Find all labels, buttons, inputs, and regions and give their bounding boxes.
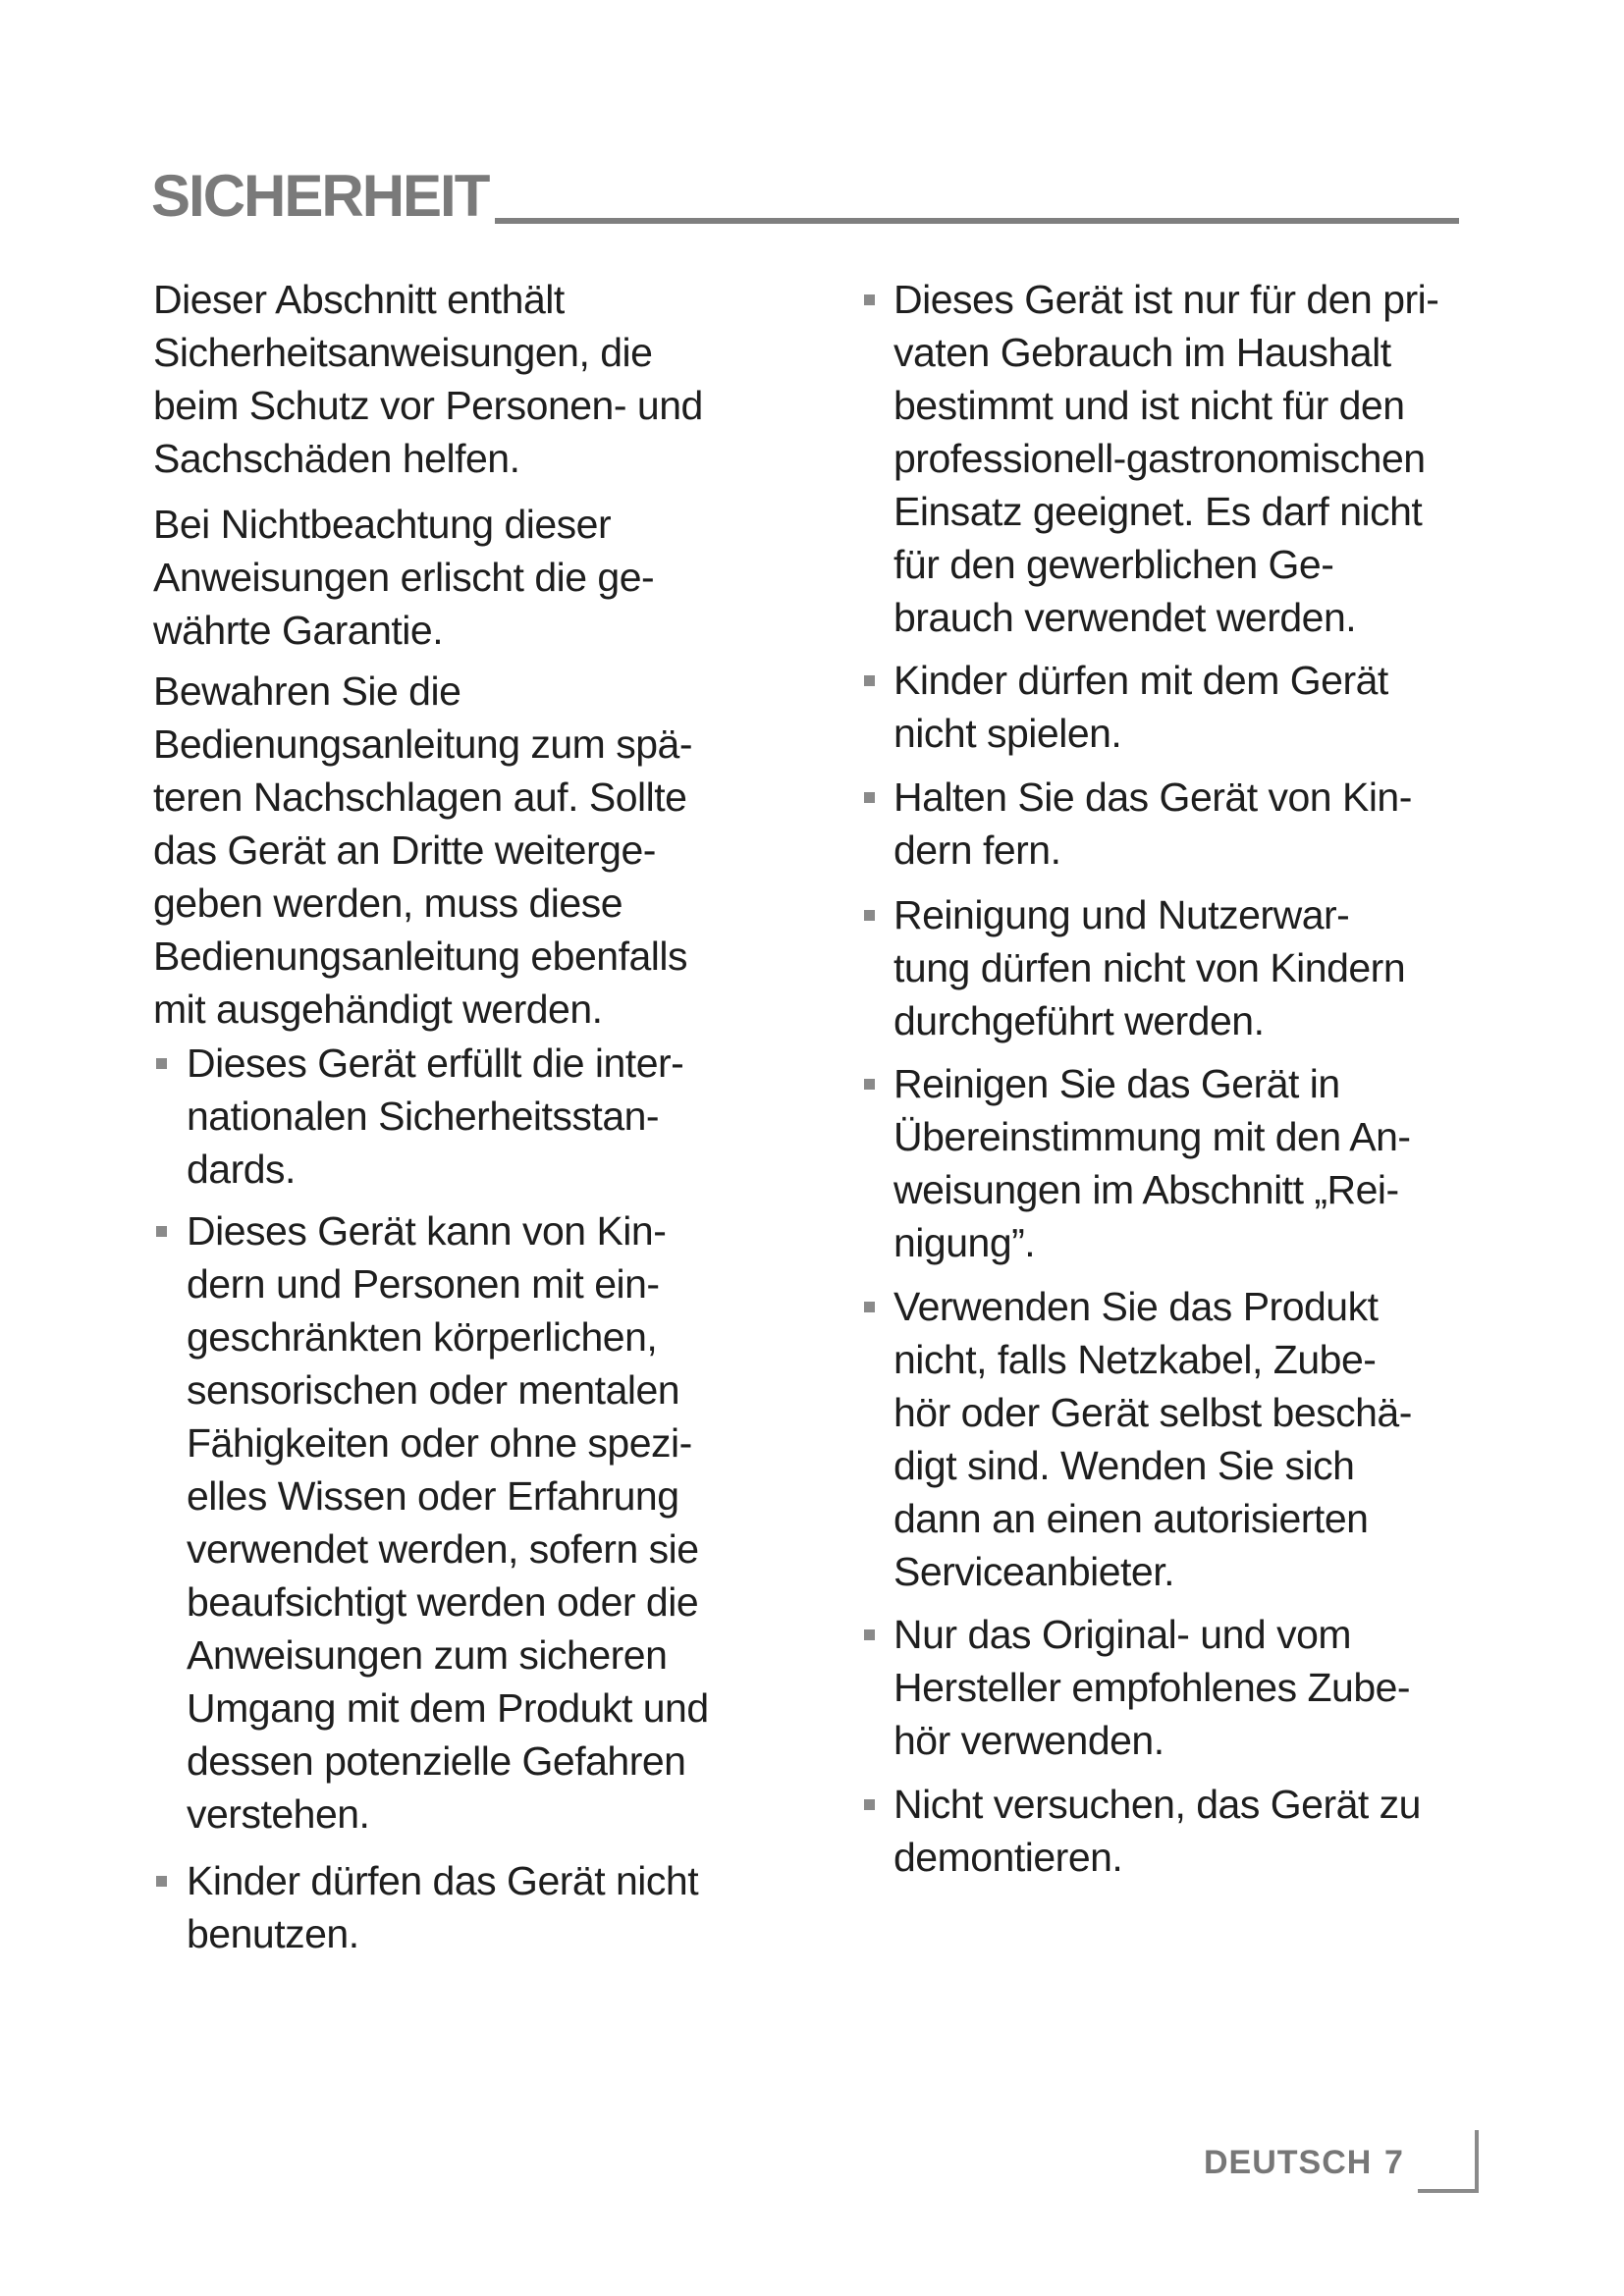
text-line: währte Garantie.	[153, 608, 444, 653]
text-line: Bewahren Sie die	[153, 668, 461, 714]
text-line: brauch verwendet werden.	[893, 595, 1357, 640]
list-item	[893, 1778, 1421, 1884]
list-item	[893, 771, 1412, 877]
intro-paragraph	[153, 273, 703, 485]
corner-mark	[1475, 2130, 1479, 2193]
text-line: dards.	[187, 1147, 296, 1192]
text-line: nicht spielen.	[893, 711, 1122, 756]
text-line: geschränkten körperlichen,	[187, 1314, 658, 1360]
text-line: Einsatz geeignet. Es darf nicht	[893, 489, 1423, 534]
text-line: nationalen Sicherheitsstan-	[187, 1094, 660, 1139]
text-line: das Gerät an Dritte weiterge-	[153, 828, 656, 873]
list-item	[893, 1608, 1410, 1767]
text-line: Dieses Gerät erfüllt die inter-	[187, 1041, 684, 1086]
text-line: verwendet werden, sofern sie	[187, 1526, 699, 1572]
text-line: hör oder Gerät selbst beschä-	[893, 1390, 1412, 1435]
text-line: Reinigen Sie das Gerät in	[893, 1061, 1340, 1106]
text-line: Hersteller empfohlenes Zube-	[893, 1665, 1411, 1710]
manual-paragraph	[153, 665, 692, 1036]
text-line: dessen potenzielle Gefahren	[187, 1738, 686, 1784]
page-number: 7	[1384, 2144, 1403, 2181]
text-line: Kinder dürfen mit dem Gerät	[893, 658, 1388, 703]
text-line: Bedienungsanleitung zum spä-	[153, 721, 692, 767]
text-line: dern fern.	[893, 828, 1061, 873]
title-rule	[495, 218, 1459, 224]
text-line: durchgeführt werden.	[893, 998, 1265, 1043]
text-line: nigung”.	[893, 1220, 1036, 1265]
text-line: Anweisungen zum sicheren	[187, 1632, 668, 1678]
text-line: Bei Nichtbeachtung dieser	[153, 502, 612, 547]
text-line: Umgang mit dem Produkt und	[187, 1685, 709, 1731]
text-line: Fähigkeiten oder ohne spezi-	[187, 1420, 692, 1466]
text-line: professionell-gastronomischen	[893, 436, 1426, 481]
text-line: Anweisungen erlischt die ge-	[153, 555, 655, 600]
text-line: Nur das Original- und vom	[893, 1612, 1352, 1657]
text-line: verstehen.	[187, 1791, 370, 1837]
bullet-icon	[864, 1799, 875, 1810]
bullet-icon	[156, 1226, 167, 1237]
warranty-paragraph	[153, 498, 654, 657]
bullet-icon	[864, 1079, 875, 1090]
list-item	[893, 888, 1405, 1047]
footer-language: DEUTSCH	[1204, 2144, 1373, 2181]
bullet-icon	[864, 1302, 875, 1312]
bullet-icon	[156, 1058, 167, 1069]
text-line: Nicht versuchen, das Gerät zu	[893, 1782, 1421, 1827]
bullet-icon	[864, 910, 875, 921]
text-line: vaten Gebrauch im Haushalt	[893, 330, 1391, 375]
text-line: hör verwenden.	[893, 1718, 1164, 1763]
bullet-icon	[156, 1876, 167, 1887]
text-line: dern und Personen mit ein-	[187, 1261, 660, 1307]
list-item	[187, 1037, 683, 1196]
list-item	[893, 654, 1388, 760]
text-line: Dieses Gerät ist nur für den pri-	[893, 277, 1439, 322]
list-item	[893, 273, 1438, 644]
bullet-icon	[864, 294, 875, 305]
text-line: bestimmt und ist nicht für den	[893, 383, 1405, 428]
text-line: Dieser Abschnitt enthält	[153, 277, 565, 322]
text-line: Dieses Gerät kann von Kin-	[187, 1208, 667, 1254]
bullet-icon	[864, 792, 875, 803]
text-line: für den gewerblichen Ge-	[893, 542, 1334, 587]
text-line: Kinder dürfen das Gerät nicht	[187, 1858, 699, 1903]
text-line: geben werden, muss diese	[153, 881, 623, 926]
text-line: Halten Sie das Gerät von Kin-	[893, 774, 1412, 820]
bullet-icon	[864, 675, 875, 686]
text-line: Bedienungsanleitung ebenfalls	[153, 934, 688, 979]
text-line: dann an einen autorisierten	[893, 1496, 1369, 1541]
text-line: Sicherheitsanweisungen, die	[153, 330, 653, 375]
text-line: elles Wissen oder Erfahrung	[187, 1473, 679, 1519]
bullet-icon	[864, 1629, 875, 1640]
text-line: Übereinstimmung mit den An-	[893, 1114, 1411, 1159]
corner-mark	[1418, 2189, 1479, 2193]
text-line: weisungen im Abschnitt „Rei-	[893, 1167, 1399, 1212]
section-title: SICHERHEIT	[151, 163, 489, 229]
text-line: sensorischen oder mentalen	[187, 1367, 680, 1413]
text-line: Verwenden Sie das Produkt	[893, 1284, 1379, 1329]
text-line: digt sind. Wenden Sie sich	[893, 1443, 1355, 1488]
text-line: beim Schutz vor Personen- und	[153, 383, 703, 428]
text-line: tung dürfen nicht von Kindern	[893, 945, 1406, 990]
text-line: beaufsichtigt werden oder die	[187, 1579, 699, 1625]
text-line: mit ausgehändigt werden.	[153, 987, 603, 1032]
list-item	[893, 1280, 1412, 1598]
text-line: Sachschäden helfen.	[153, 436, 520, 481]
list-item	[893, 1057, 1411, 1269]
text-line: benutzen.	[187, 1911, 359, 1956]
text-line: Serviceanbieter.	[893, 1549, 1175, 1594]
text-line: demontieren.	[893, 1835, 1123, 1880]
text-line: nicht, falls Netzkabel, Zube-	[893, 1337, 1377, 1382]
text-line: teren Nachschlagen auf. Sollte	[153, 774, 687, 820]
list-item	[187, 1854, 698, 1960]
text-line: Reinigung und Nutzerwar-	[893, 892, 1350, 937]
list-item	[187, 1204, 709, 1841]
